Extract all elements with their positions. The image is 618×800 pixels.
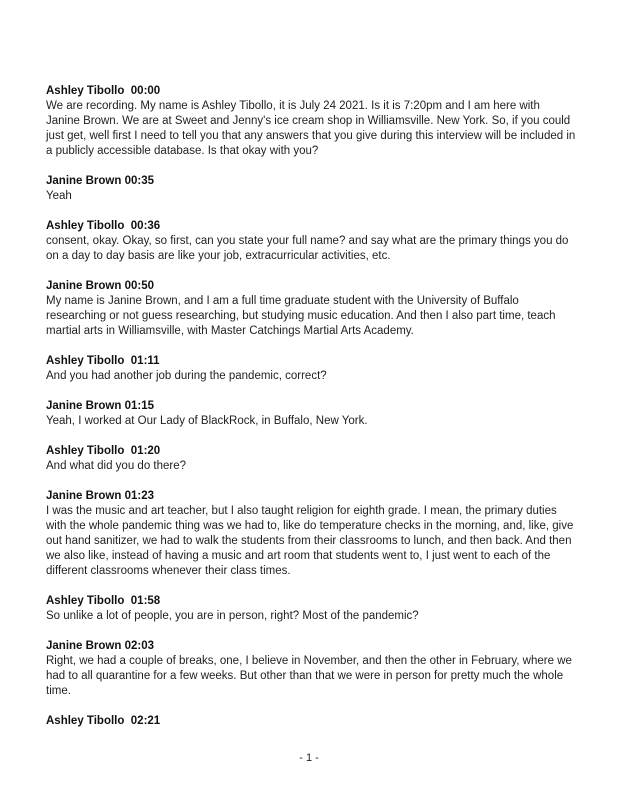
speaker-name: Ashley Tibollo	[46, 220, 125, 232]
transcript-block	[46, 354, 576, 384]
transcript-block	[46, 399, 576, 429]
speaker-name: Ashley Tibollo	[46, 445, 125, 457]
page-footer	[0, 751, 618, 765]
speaker-heading	[46, 639, 576, 654]
timestamp: 00:00	[130, 85, 161, 97]
utterance-text: And you had another job during the pandemic, correct?	[46, 370, 327, 382]
page-number: - 1 -	[299, 752, 319, 764]
speaker-name: Ashley Tibollo	[46, 715, 125, 727]
transcript-block	[46, 714, 576, 729]
speaker-heading	[46, 594, 576, 609]
utterance-text: My name is Janine Brown, and I am a full time graduate student with the University of Buffalo researching or not guess researching, but studying music education. And then I also part time, teach martial arts in Williamsville, with Master Catchings Martial Arts Academy.	[46, 295, 556, 337]
timestamp: 01:58	[130, 595, 161, 607]
timestamp: 00:50	[124, 280, 155, 292]
utterance-text: I was the music and art teacher, but I also taught religion for eighth grade. I mean, the primary duties with the whole pandemic thing was we had to, like do temperature checks in the morning, and, like, give out hand sanitizer, we had to walk the students from their classrooms to lunch, and then back. And then we also like, instead of having a music and art room that students went to, I just went to each of the different classrooms whenever their class times.	[46, 505, 574, 577]
speaker-heading	[46, 279, 576, 294]
speaker-heading	[46, 354, 576, 369]
speaker-heading	[46, 444, 576, 459]
speaker-name: Janine Brown	[46, 490, 122, 502]
transcript-block	[46, 594, 576, 624]
transcript-block	[46, 219, 576, 264]
speaker-name: Ashley Tibollo	[46, 595, 125, 607]
utterance-text: Yeah	[46, 190, 72, 202]
speaker-heading	[46, 489, 576, 504]
transcript-block	[46, 84, 576, 159]
timestamp: 00:35	[124, 175, 155, 187]
utterance-text: Yeah, I worked at Our Lady of BlackRock, in Buffalo, New York.	[46, 415, 368, 427]
utterance-text: Right, we had a couple of breaks, one, I believe in November, and then the other in February, where we had to all quarantine for a few weeks. But other than that we were in person for pretty much the whole time.	[46, 655, 572, 697]
transcript	[46, 84, 576, 744]
timestamp: 01:20	[130, 445, 161, 457]
transcript-block	[46, 279, 576, 339]
transcript-block	[46, 639, 576, 699]
transcript-block	[46, 489, 576, 579]
speaker-name: Janine Brown	[46, 175, 122, 187]
utterance-text: We are recording. My name is Ashley Tibollo, it is July 24 2021. Is it is 7:20pm and I am here with Janine Brown. We are at Sweet and Jenny's ice cream shop in Williamsville. New York. So, if you could just get, well first I need to tell you that any answers that you give during this interview will be included in a publicly accessible database. Is that okay with you?	[46, 100, 576, 157]
transcript-block	[46, 174, 576, 204]
timestamp: 02:03	[124, 640, 155, 652]
speaker-name: Janine Brown	[46, 400, 122, 412]
utterance-text: So unlike a lot of people, you are in person, right? Most of the pandemic?	[46, 610, 419, 622]
utterance-text: consent, okay. Okay, so first, can you state your full name? and say what are the primary things you do on a day to day basis are like your job, extracurricular activities, etc.	[46, 235, 569, 262]
speaker-name: Ashley Tibollo	[46, 355, 125, 367]
speaker-heading	[46, 84, 576, 99]
timestamp: 01:11	[130, 355, 160, 367]
transcript-block	[46, 444, 576, 474]
speaker-name: Janine Brown	[46, 640, 122, 652]
speaker-heading	[46, 714, 576, 729]
utterance-text: And what did you do there?	[46, 460, 187, 472]
speaker-name: Janine Brown	[46, 280, 122, 292]
timestamp: 02:21	[130, 715, 161, 727]
timestamp: 01:15	[124, 400, 155, 412]
speaker-heading	[46, 174, 576, 189]
timestamp: 00:36	[130, 220, 161, 232]
timestamp: 01:23	[124, 490, 155, 502]
speaker-heading	[46, 219, 576, 234]
speaker-name: Ashley Tibollo	[46, 85, 125, 97]
speaker-heading	[46, 399, 576, 414]
